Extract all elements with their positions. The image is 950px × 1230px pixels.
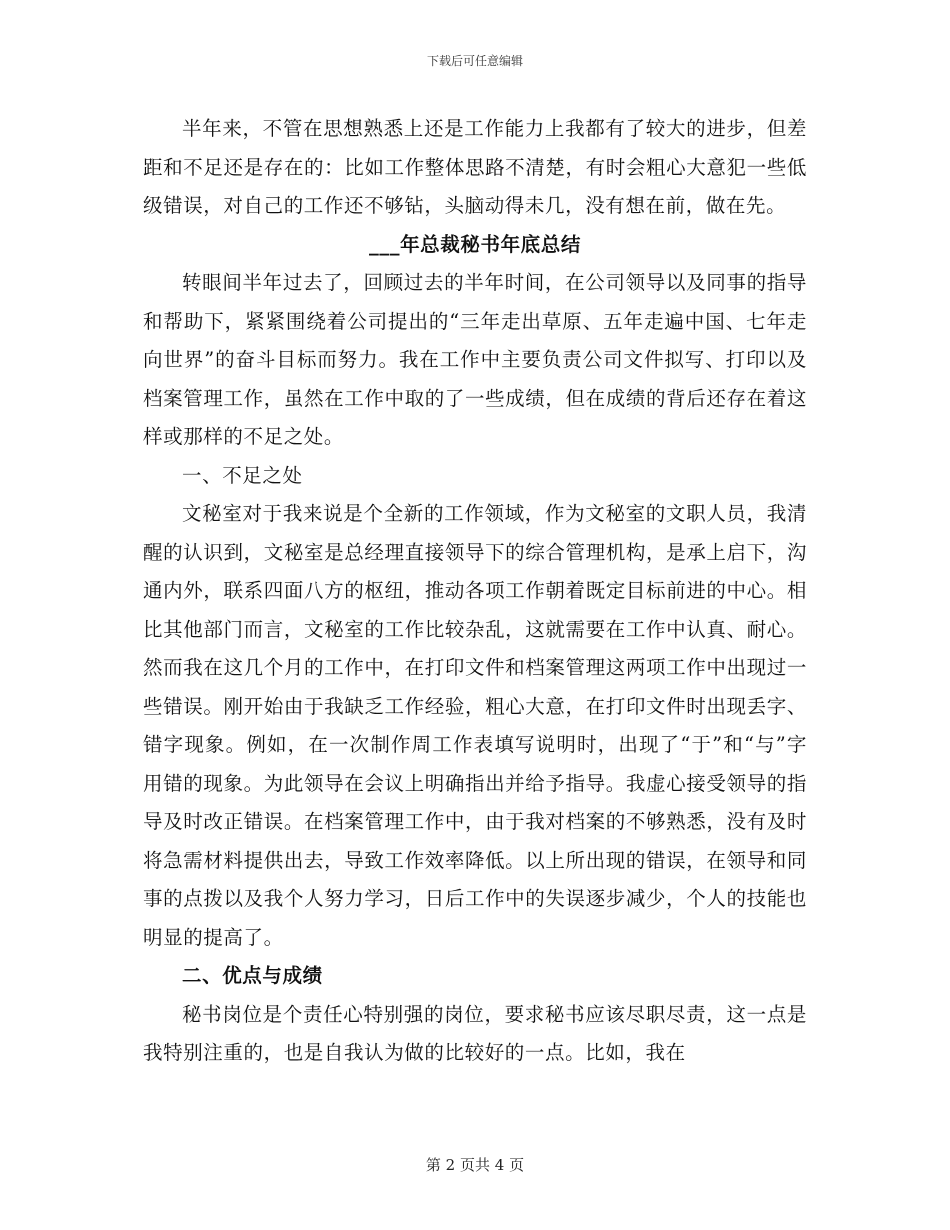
page-footer: 第 2 页共 4 页 [425, 1156, 525, 1174]
section-heading-strengths: 二、优点与成绩 [182, 964, 323, 987]
paragraph-opening: 转眼间半年过去了，回顾过去的半年时间，在公司领导以及同事的指导和帮助下，紧紧围绕着公司提出的“三年走出草原、五年走遍中国、七年走向世界”的奋斗目标而努力。我在工作中主要负责公司文件拟写、打印以及档案管理工作，虽然在工作中取的了一些成绩，但在成绩的背后还存在着这样或那样的不足之处。 [143, 271, 807, 448]
document-title: ___年总裁秘书年底总结 [369, 232, 581, 256]
page-header: 下载后可任意编辑 [426, 54, 523, 68]
intro-paragraph: 半年来，不管在思想熟悉上还是工作能力上我都有了较大的进步，但差距和不足还是存在的：比如工作整体思路不清楚，有时会粗心大意犯一些低级错误，对自己的工作还不够钻，头脑动得未几，没有想在前，做在先。 [143, 117, 807, 217]
document-body [143, 110, 807, 1073]
section-body-strengths: 秘书岗位是个责任心特别强的岗位，要求秘书应该尽职尽责，这一点是我特别注重的，也是自我认为做的比较好的一点。比如，我在 [143, 1002, 807, 1064]
section-body-shortcomings: 文秘室对于我来说是个全新的工作领域，作为文秘室的文职人员，我清醒的认识到，文秘室是总经理直接领导下的综合管理机构，是承上启下，沟通内外，联系四面八方的枢纽，推动各项工作朝着既定目标前进的中心。相比其他部门而言，文秘室的工作比较杂乱，这就需要在工作中认真、耐心。然而我在这几个月的工作中，在打印文件和档案管理这两项工作中出现过一些错误。刚开始由于我缺乏工作经验，粗心大意，在打印文件时出现丢字、错字现象。例如，在一次制作周工作表填写说明时，出现了“于”和“与”字用错的现象。为此领导在会议上明确指出并给予指导。我虚心接受领导的指导及时改正错误。在档案管理工作中，由于我对档案的不够熟悉，没有及时将急需材料提供出去，导致工作效率降低。以上所出现的错误，在领导和同事的点拨以及我个人努力学习，日后工作中的失误逐步减少，个人的技能也明显的提高了。 [143, 502, 807, 949]
section-heading-shortcomings: 一、不足之处 [182, 463, 303, 487]
